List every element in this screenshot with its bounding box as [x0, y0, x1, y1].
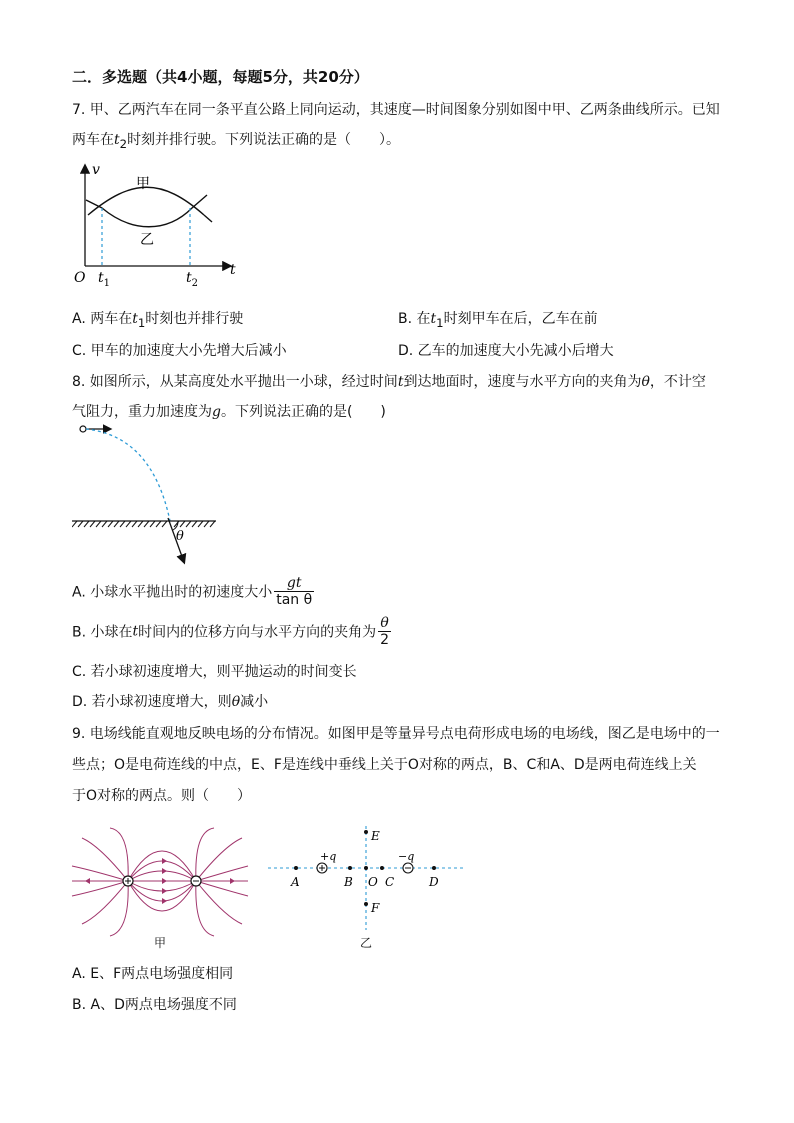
q9-fig-jia-label: 甲: [154, 936, 167, 950]
q7-jia-label: 甲: [136, 176, 150, 192]
q9-line2: 些点；O是电荷连线的中点，E、F是连线中垂线上关于O对称的两点，B、C和A、D是两电荷连线上关: [72, 757, 697, 773]
q8-theta-label: θ: [176, 529, 184, 544]
q9-plus-charge: [317, 863, 327, 873]
q9-label-minus-q: −q: [398, 850, 415, 863]
q7-origin-label: O: [74, 270, 86, 286]
section-title: 二．多选题（共4小题，每题5分，共20分）: [72, 68, 369, 86]
q9-point-c: [380, 866, 384, 870]
q9-field-lines: [72, 828, 248, 936]
q7-curve-yi: [86, 195, 207, 227]
q8-option-c: C. 若小球初速度增大，则平抛运动的时间变长: [72, 664, 357, 680]
q9-label-d: D: [429, 875, 439, 889]
q7-line1: 7. 甲、乙两汽车在同一条平直公路上同向运动，其速度—时间图象分别如图中甲、乙两条曲线所示。已知: [72, 102, 720, 118]
q8-line2: 气阻力，重力加速度为g。下列说法正确的是( ): [72, 404, 386, 420]
q9-points-figure: [268, 826, 468, 932]
q9-label-plus-q: +q: [320, 850, 337, 863]
q7-line2: 两车在$t_2$时刻并排行驶。下列说法正确的是（ ）。: [72, 132, 401, 151]
q9-label-f: F: [371, 901, 380, 915]
q9-point-b: [348, 866, 352, 870]
q9-point-d: [432, 866, 436, 870]
q7-t-label: t: [230, 262, 236, 278]
q7-vt-graph: [72, 158, 252, 288]
q9-negative-charge: [191, 876, 201, 886]
q7-option-d: D. 乙车的加速度大小先减小后增大: [398, 343, 614, 359]
q9-label-e: E: [371, 829, 380, 843]
q8-ball: [80, 426, 86, 432]
q9-fig-yi-label: 乙: [360, 936, 373, 950]
q9-option-a: A. E、F两点电场强度相同: [72, 966, 234, 982]
q7-t2-label: $t_2$: [186, 270, 199, 288]
q7-yi-label: 乙: [140, 232, 154, 248]
q9-positive-charge: [123, 876, 133, 886]
q9-label-c: C: [385, 875, 395, 889]
q8-option-b-fraction: $\frac{\theta}{2}$: [380, 615, 390, 648]
q9-option-b: B. A、D两点电场强度不同: [72, 997, 237, 1013]
q9-line1: 9. 电场线能直观地反映电场的分布情况。如图甲是等量异号点电荷形成电场的电场线，图乙是电场中的一: [72, 726, 720, 742]
q7-v-label: v: [92, 162, 100, 178]
q9-line3: 于O对称的两点。则（ ）: [72, 788, 252, 804]
q9-label-b: B: [344, 875, 353, 889]
q9-point-o: [364, 866, 368, 870]
q9-point-e: [364, 830, 368, 834]
q7-option-c: C. 甲车的加速度大小先增大后减小: [72, 343, 287, 359]
q8-projectile-figure: [72, 418, 222, 570]
q8-line1: 8. 如图所示，从某高度处水平抛出一小球，经过时间t到达地面时，速度与水平方向的夹角为θ，不计空: [72, 374, 706, 390]
q9-minus-charge: [403, 863, 413, 873]
q7-curve-jia-tail: [204, 215, 212, 222]
q9-label-o: O: [368, 875, 378, 889]
q9-point-a: [294, 866, 298, 870]
q7-option-b: B. 在$t_1$时刻甲车在后，乙车在前: [398, 311, 598, 330]
q8-option-a-fraction: $\frac{gt}{\text{tan θ}}$: [276, 575, 313, 608]
q8-option-d: D. 若小球初速度增大，则θ减小: [72, 694, 269, 710]
q7-option-a: A. 两车在$t_1$时刻也并排行驶: [72, 311, 244, 330]
q8-option-a: A. 小球水平抛出时的初速度大小 $\frac{gt}{\text{tan θ}}$: [72, 575, 313, 608]
q8-trajectory: [86, 429, 170, 521]
q8-option-b: B. 小球在t时间内的位移方向与水平方向的夹角为 $\frac{\theta}{2}$: [72, 615, 390, 648]
q9-label-a: A: [291, 875, 300, 889]
q7-t1-label: $t_1$: [98, 270, 111, 288]
q9-point-f: [364, 902, 368, 906]
q8-ground-hatch: [72, 521, 215, 527]
